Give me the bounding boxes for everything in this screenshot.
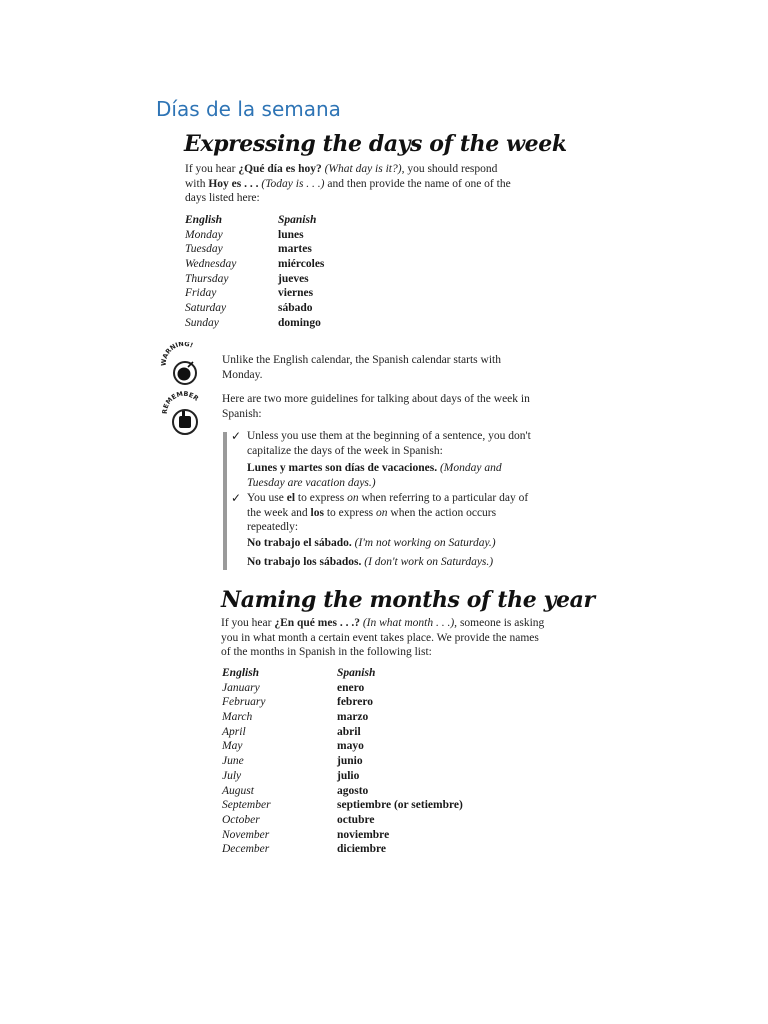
example-saturdays: No trabajo los sábados. (I don't work on Saturdays.)	[247, 556, 494, 568]
checkmark-bullet-icon: ✓	[231, 491, 242, 505]
english-name: August	[222, 784, 254, 797]
warning-icon-label: WARNING!	[160, 342, 195, 367]
remember-hand-icon	[160, 390, 208, 436]
spanish-name: abril	[337, 725, 361, 738]
document-heading: Días de la semana	[156, 97, 341, 121]
table-row	[222, 769, 502, 784]
table-row	[222, 725, 502, 740]
english-name: Tuesday	[185, 243, 223, 256]
table-row	[185, 242, 385, 257]
english-name: April	[222, 725, 246, 738]
english-name: November	[222, 828, 270, 841]
english-name: December	[222, 843, 270, 856]
spanish-name: noviembre	[337, 828, 390, 841]
column-header-spanish: Spanish	[278, 214, 317, 226]
spanish-name: martes	[278, 243, 312, 256]
english-name: Saturday	[185, 302, 227, 315]
example-vacation: Lunes y martes son días de vacaciones. (Monday and Tuesday are vacation days.)	[247, 462, 502, 489]
table-row	[185, 228, 385, 243]
days-table-header	[185, 213, 385, 228]
table-row	[222, 813, 502, 828]
english-name: January	[222, 681, 260, 694]
remember-icon-label: REMEMBER	[160, 390, 201, 415]
english-name: February	[222, 696, 266, 709]
table-row	[222, 695, 502, 710]
table-row	[222, 798, 502, 813]
english-name: Monday	[185, 228, 223, 241]
english-name: July	[222, 769, 242, 782]
column-header-english: English	[185, 214, 223, 226]
warning-bomb-icon	[160, 342, 208, 386]
days-intro: If you hear ¿Qué día es hoy? (What day is it?), you should respond with Hoy es . . . (Today is . . .) and then provide the name of one of the days listed here:	[185, 163, 511, 204]
english-name: September	[222, 799, 271, 812]
days-table	[185, 213, 385, 331]
warning-text: Unlike the English calendar, the Spanish calendar starts with Monday.	[222, 354, 501, 381]
checkmark-bullet-icon: ✓	[231, 429, 242, 443]
english-name: Wednesday	[185, 258, 237, 271]
spanish-name: febrero	[337, 696, 373, 709]
guidelines-side-bar	[223, 432, 227, 570]
table-row	[185, 272, 385, 287]
english-name: June	[222, 755, 244, 768]
spanish-name: miércoles	[278, 258, 325, 271]
spanish-name: domingo	[278, 316, 321, 329]
spanish-name: marzo	[337, 711, 369, 724]
example-saturday: No trabajo el sábado. (I'm not working on Saturday.)	[247, 537, 496, 549]
spanish-name: julio	[337, 769, 360, 782]
english-name: March	[222, 711, 253, 724]
table-row	[185, 301, 385, 316]
spanish-name: lunes	[278, 228, 304, 241]
spanish-name: agosto	[337, 784, 369, 797]
months-section-title: Naming the months of the year	[221, 587, 595, 613]
spanish-name: sábado	[278, 302, 313, 315]
days-section-title: Expressing the days of the week	[184, 131, 567, 157]
months-table	[222, 666, 502, 857]
english-name: May	[222, 740, 243, 753]
spanish-name: enero	[337, 681, 365, 694]
table-row	[222, 681, 502, 696]
guideline-el-los: You use el to express on when referring to a particular day of the week and los to express on when the action occurs repeatedly:	[247, 492, 529, 533]
spanish-name: viernes	[278, 287, 314, 300]
guideline-capitalization: Unless you use them at the beginning of a sentence, you don't capitalize the days of the week in Spanish:	[247, 430, 531, 457]
table-row	[185, 286, 385, 301]
table-row	[222, 784, 502, 799]
spanish-name: septiembre (or setiembre)	[337, 799, 463, 812]
spanish-name: mayo	[337, 740, 364, 753]
column-header-spanish: Spanish	[337, 667, 376, 679]
column-header-english: English	[222, 667, 260, 679]
table-row	[222, 842, 502, 857]
spanish-name: octubre	[337, 813, 375, 826]
table-row	[222, 828, 502, 843]
english-name: Sunday	[185, 316, 219, 329]
spanish-name: jueves	[278, 272, 309, 285]
table-row	[222, 710, 502, 725]
months-intro: If you hear ¿En qué mes . . .? (In what month . . .), someone is asking you in what month a certain event takes place. We provide the names of the months in Spanish in the following list:	[221, 617, 545, 658]
table-row	[222, 754, 502, 769]
table-row	[222, 739, 502, 754]
english-name: Thursday	[185, 272, 229, 285]
spanish-name: junio	[337, 755, 363, 768]
english-name: Friday	[185, 287, 217, 300]
spanish-name: diciembre	[337, 843, 386, 856]
table-row	[185, 316, 385, 331]
english-name: October	[222, 813, 260, 826]
table-row	[185, 257, 385, 272]
remember-text: Here are two more guidelines for talking about days of the week in Spanish:	[222, 393, 530, 420]
months-table-header	[222, 666, 502, 681]
